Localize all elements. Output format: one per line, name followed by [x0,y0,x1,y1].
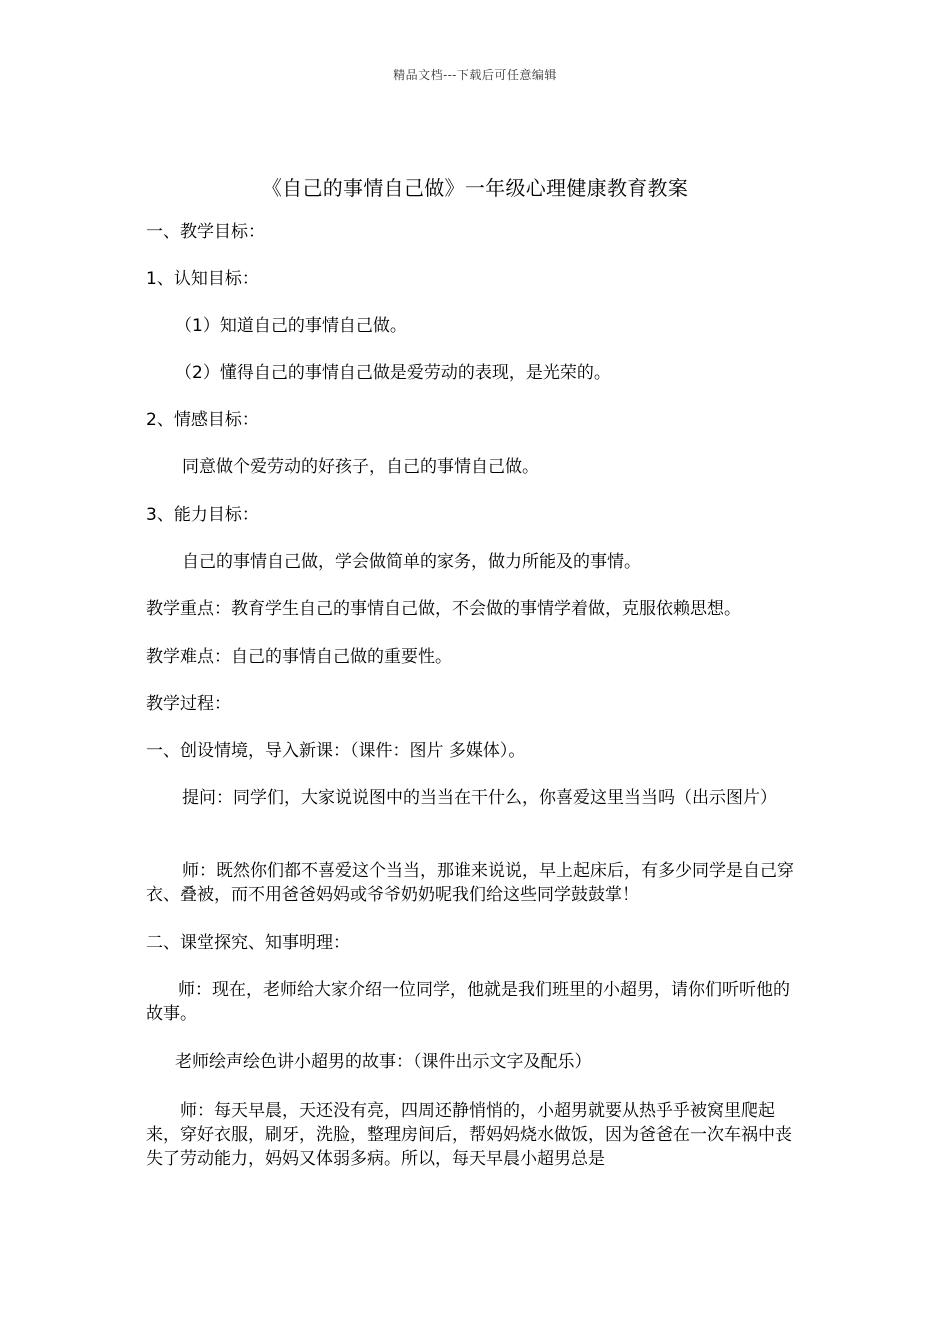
paragraph-teacher-1: 师：既然你们都不喜爱这个当当，那谁来说说，早上起床后，有多少同学是自己穿衣、叠被，而不用爸爸妈妈或爷爷奶奶呢我们给这些同学鼓鼓掌！ [146,861,794,905]
ability-text: 自己的事情自己做，学会做简单的家务，做力所能及的事情。 [182,552,641,572]
page-header: 精品文档---下载后可任意编辑 [393,68,557,82]
paragraph-teacher-2: 师：现在，老师给大家介绍一位同学，他就是我们班里的小超男，请你们听听他的故事。 [146,980,790,1024]
paragraph-question: 提问：同学们，大家说说图中的当当在干什么，你喜爱这里当当吗（出示图片） [182,788,777,808]
subheading-cognitive: 1、认知目标： [146,269,259,289]
teaching-key-point: 教学重点：教育学生自己的事情自己做，不会做的事情学着做，克服依赖思想。 [146,599,741,619]
story-instruction: 老师绘声绘色讲小超男的故事：（课件出示文字及配乐） [175,1052,592,1072]
teaching-process-heading: 教学过程： [146,694,231,714]
subheading-emotional: 2、情感目标： [146,410,259,430]
cognitive-item-2: （2）懂得自己的事情自己做是爱劳动的表现，是光荣的。 [175,363,611,383]
paragraph-story: 师：每天早晨，天还没有亮，四周还静悄悄的，小超男就要从热乎乎被窝里爬起来，穿好衣服，刷牙，洗脸，整理房间后，帮妈妈烧水做饭，因为爸爸在一次车祸中丧失了劳动能力，妈妈又体弱多病。所以，每天早晨小超男总是 [146,1101,792,1169]
teaching-difficulty: 教学难点：自己的事情自己做的重要性。 [146,647,452,667]
section-heading-intro: 一、创设情境，导入新课：（课件：图片 多媒体）。 [146,741,526,761]
section-heading-goals: 一、教学目标： [146,222,265,242]
document-title: 《自己的事情自己做》一年级心理健康教育教案 [261,176,689,200]
emotional-text: 同意做个爱劳动的好孩子，自己的事情自己做。 [182,457,539,477]
section-heading-explore: 二、课堂探究、知事明理： [146,933,350,953]
subheading-ability: 3、能力目标： [146,505,259,525]
cognitive-item-1: （1）知道自己的事情自己做。 [175,316,407,336]
